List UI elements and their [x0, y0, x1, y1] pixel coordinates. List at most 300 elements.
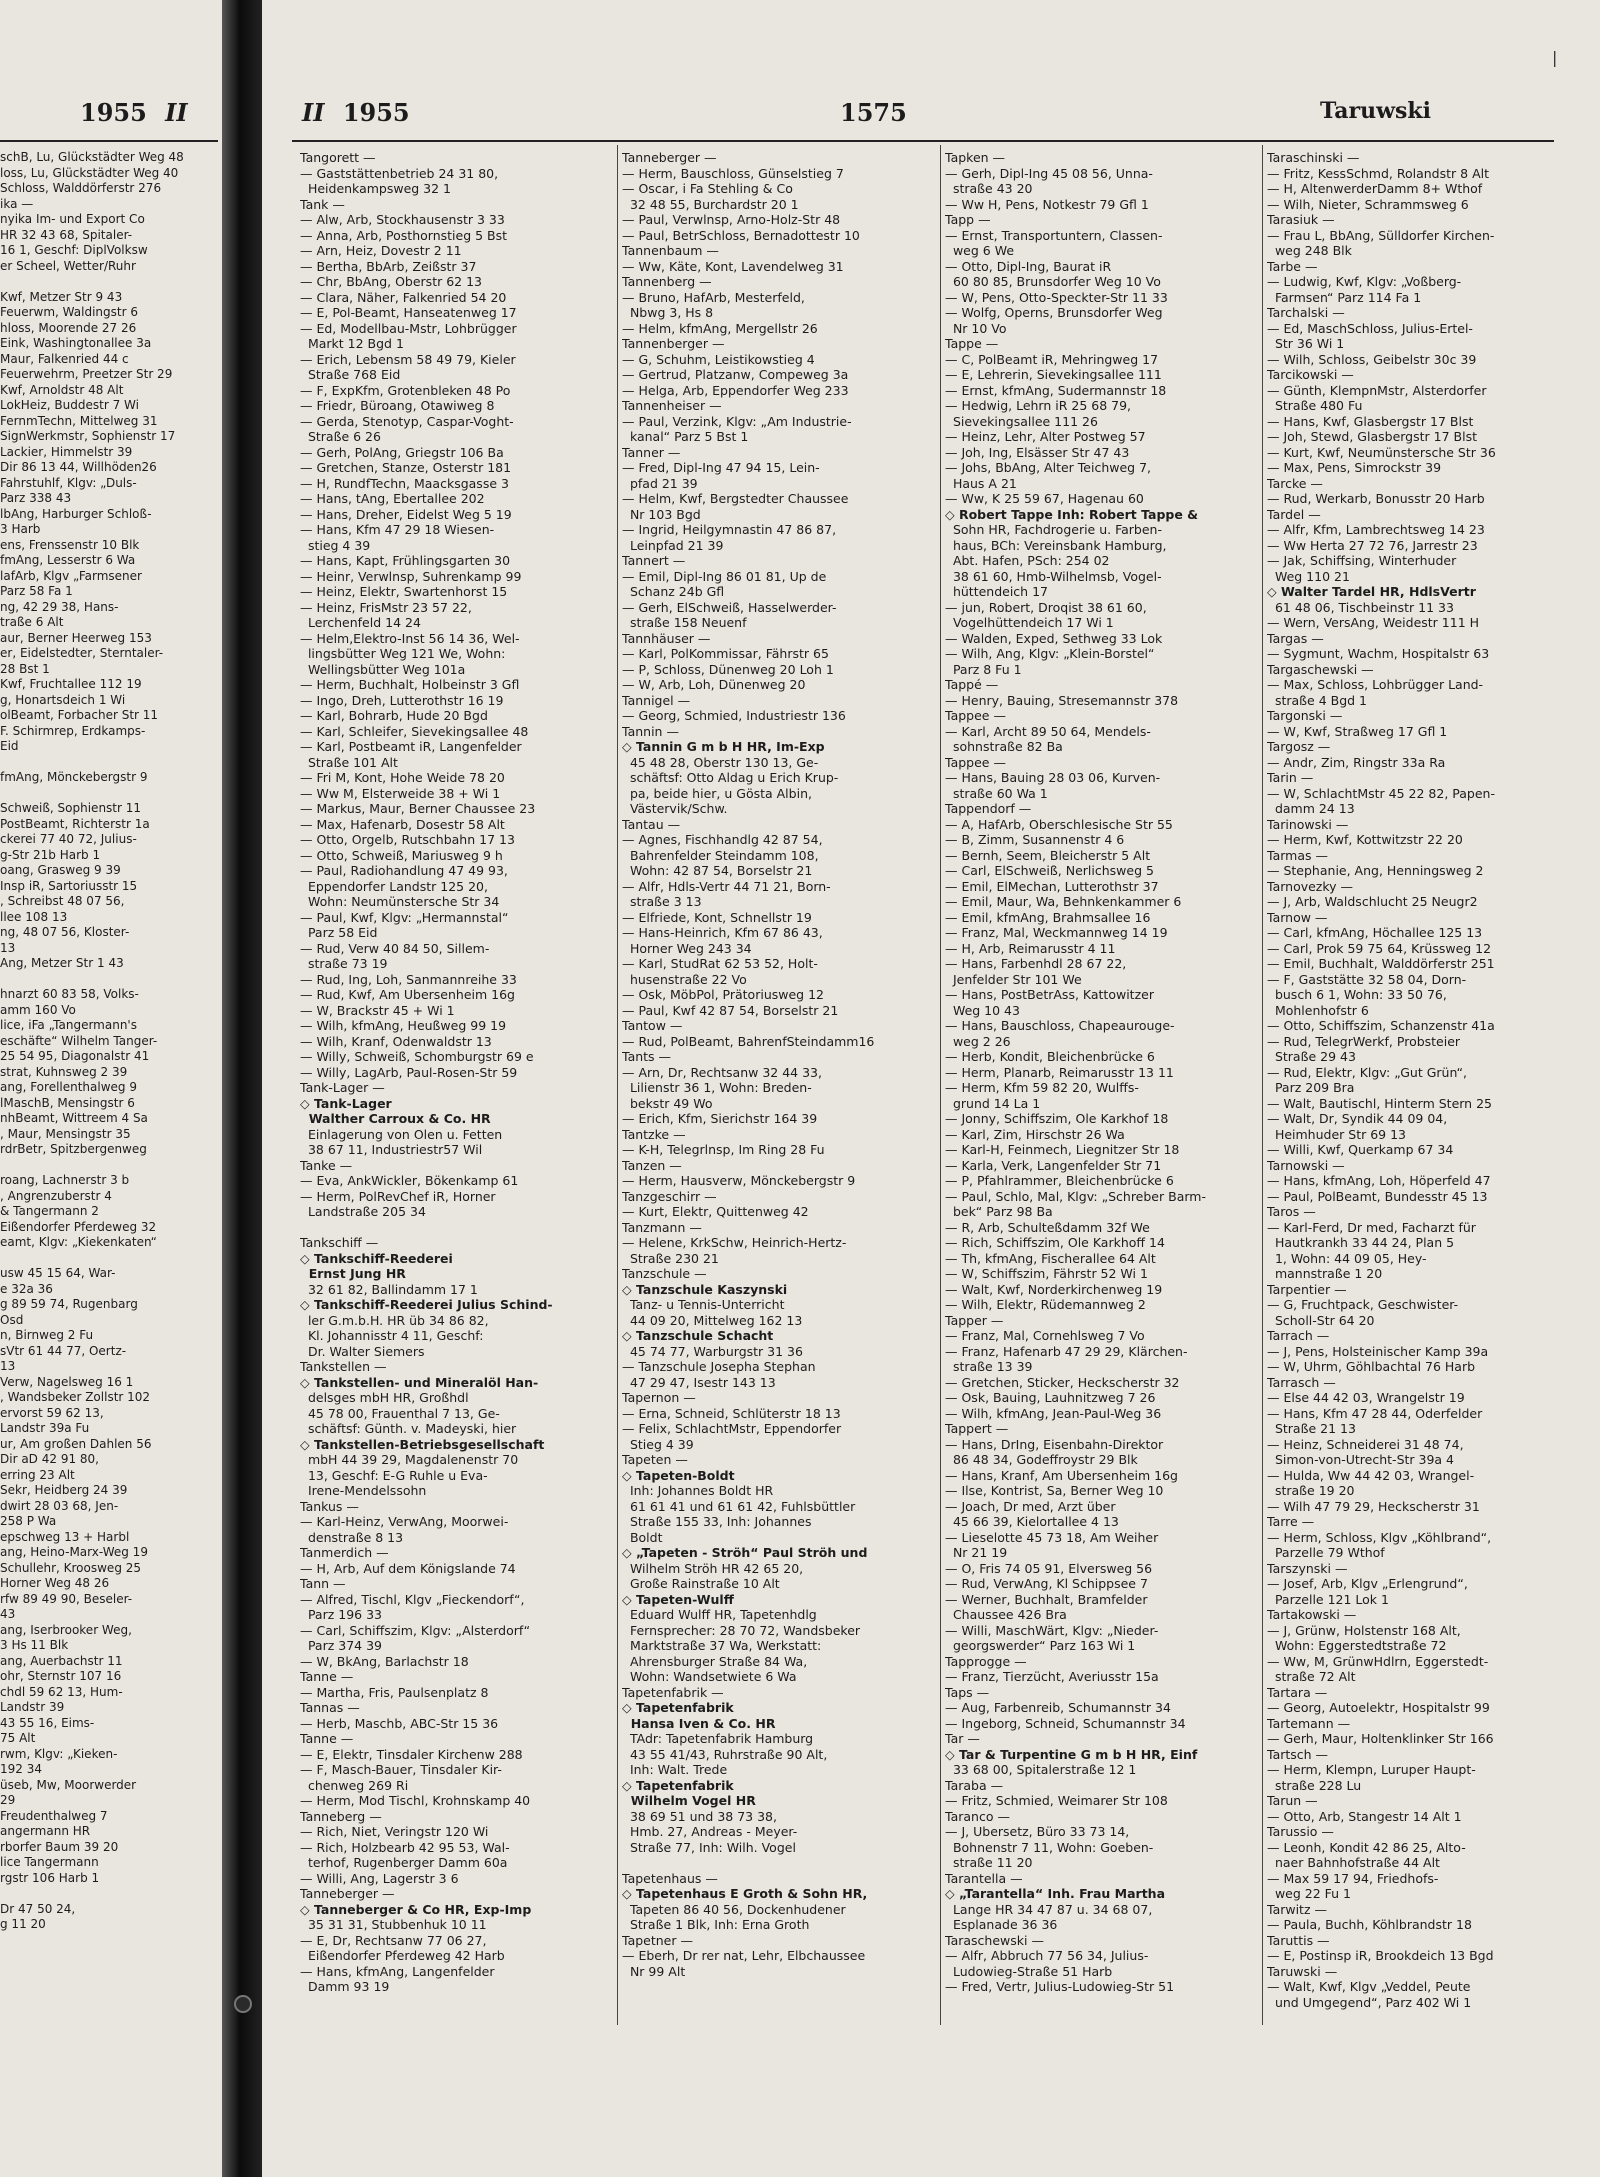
directory-entry-line: schB, Lu, Glückstädter Weg 48 [0, 150, 184, 164]
directory-entry-line: Chaussee 426 Bra [945, 1607, 1067, 1622]
directory-entry-line: ens, Frenssenstr 10 Blk [0, 537, 140, 552]
directory-entry-line: mannstraße 1 20 [1267, 1266, 1383, 1281]
directory-entry-line: Einlagerung von Olen u. Fetten [300, 1126, 503, 1142]
directory-entry-line: — Erich, Lebensm 58 49 79, Kieler [300, 351, 516, 367]
directory-entry-line: — H, Arb, Auf dem Königslande 74 [300, 1560, 516, 1576]
directory-entry-line: Tarchalski — [1267, 305, 1345, 320]
directory-entry-line: Västervik/Schw. [622, 801, 728, 816]
directory-entry-line: Tanner — [622, 444, 681, 460]
directory-entry-line: Tarszynski — [1267, 1560, 1348, 1576]
directory-entry-line: Verw, Nagelsweg 16 1 [0, 1374, 134, 1389]
directory-entry-line: — Gerh, Dipl-Ing 45 08 56, Unna- [945, 165, 1153, 181]
directory-entry-line: Parzelle 121 Lok 1 [1267, 1591, 1389, 1607]
directory-entry-line: HR 32 43 68, Spitaler- [0, 227, 133, 242]
directory-entry-line: Taraschewski — [945, 1932, 1044, 1948]
directory-entry-line: — Stephanie, Ang, Henningsweg 2 [1267, 863, 1484, 878]
directory-entry-line: Ang, Metzer Str 1 43 [0, 956, 124, 970]
directory-entry-line: — Gretchen, Sticker, Heckscherstr 32 [945, 1374, 1180, 1390]
directory-entry-line: Kwf, Metzer Str 9 43 [0, 289, 123, 304]
directory-entry-line: straße 11 20 [945, 1855, 1033, 1870]
directory-entry-line: ng, 42 29 38, Hans- [0, 599, 119, 614]
page-number: 1575 [840, 98, 907, 127]
directory-entry-line: Tarmas — [1267, 847, 1328, 863]
directory-entry-line: roang, Lachnerstr 3 b [0, 1173, 130, 1187]
directory-entry-line: Tank-Lager — [300, 1080, 385, 1095]
directory-entry-line: — jun, Robert, Droqist 38 61 60, [945, 599, 1147, 615]
directory-entry-line: — Hans, Kwf, Glasbergstr 17 Blst [1267, 413, 1474, 429]
directory-entry-line: — Joach, Dr med, Arzt über [945, 1498, 1116, 1514]
directory-entry-line: — Hans, Bauing 28 03 06, Kurven- [945, 770, 1161, 785]
directory-entry-line: — Max 59 17 94, Friedhofs- [1267, 1870, 1439, 1886]
directory-entry-line: — Josef, Arb, Klgv „Erlengrund“, [1267, 1576, 1468, 1591]
directory-entry-line: Wohn: 42 87 54, Borselstr 21 [622, 863, 813, 878]
directory-entry-line: — Paul, PolBeamt, Bundesstr 45 13 [1267, 1188, 1488, 1204]
directory-entry-line: georgswerder“ Parz 163 Wi 1 [945, 1638, 1136, 1653]
directory-entry-line: Lilienstr 36 1, Wohn: Breden- [622, 1080, 812, 1095]
directory-entry-line: straße 4 Bgd 1 [1267, 692, 1367, 708]
directory-entry-line: Tarussio — [1267, 1824, 1334, 1839]
directory-entry-line: straße 228 Lu [1267, 1777, 1362, 1793]
directory-entry-line: fmAng, Mönckebergstr 9 [0, 770, 148, 784]
directory-entry-line: Tants — [622, 1049, 672, 1064]
directory-entry-line: lbAng, Harburger Schloß- [0, 506, 152, 521]
directory-entry-line: — Karl, PolKommissar, Fährstr 65 [622, 646, 829, 661]
directory-entry-line: Targonski — [1267, 708, 1343, 723]
directory-entry-line: Taps — [945, 1684, 990, 1700]
directory-entry-line: ◇ Tapeten-Boldt [622, 1467, 735, 1483]
directory-entry-line: chenweg 269 Ri [300, 1777, 409, 1793]
directory-entry-line: — G, Schuhm, Leistikowstieg 4 [622, 351, 815, 367]
directory-column-1 [300, 150, 612, 1995]
directory-entry-line: Tapeten 86 40 56, Dockenhudener [622, 1901, 846, 1917]
directory-entry-line: — Clara, Näher, Falkenried 54 20 [300, 289, 507, 305]
directory-entry-line: — Wilh, Nieter, Schrammsweg 6 [1267, 196, 1469, 212]
directory-entry-line: — Ernst, kfmAng, Sudermannstr 18 [945, 382, 1167, 398]
directory-entry-line: Vogelhüttendeich 17 Wi 1 [945, 615, 1114, 630]
left-page-column [0, 150, 212, 1933]
directory-entry-line: — Felix, SchlachtMstr, Eppendorfer [622, 1421, 842, 1436]
directory-entry-line: 61 48 06, Tischbeinstr 11 33 [1267, 599, 1454, 615]
directory-entry-line: Wilhelm Vogel HR [622, 1793, 756, 1808]
directory-entry-line: — Georg, Schmied, Industriestr 136 [622, 708, 846, 723]
directory-entry-line: g, Honartsdeich 1 Wi [0, 692, 126, 707]
directory-entry-line: — Rud, Kwf, Am Ubersenheim 16g [300, 987, 515, 1002]
directory-entry-line: n, Birnweg 2 Fu [0, 1328, 94, 1342]
directory-entry-line: Targaschewski — [1267, 661, 1374, 677]
directory-entry-line: Tankus — [300, 1498, 359, 1514]
directory-entry-line: g 11 20 [0, 1917, 46, 1931]
directory-entry-line: Tardel — [1267, 506, 1321, 522]
directory-entry-line: — Gerh, PolAng, Griegstr 106 Ba [300, 444, 504, 460]
directory-entry-line: weg 2 26 [945, 1033, 1011, 1049]
directory-entry-line: — Fred, Dipl-Ing 47 94 15, Lein- [622, 460, 820, 475]
directory-entry-line: Tartara — [1267, 1684, 1328, 1700]
directory-entry-line: 13 [0, 940, 16, 955]
directory-entry-line: — Rud, Verw 40 84 50, Sillem- [300, 940, 490, 956]
directory-entry-line: Freudenthalweg 7 [0, 1808, 108, 1823]
directory-entry-line: — Günth, KlempnMstr, Alsterdorfer [1267, 382, 1487, 398]
directory-entry-line: Targas — [1267, 630, 1324, 646]
directory-entry-line: bek“ Parz 98 Ba [945, 1204, 1053, 1219]
directory-entry-line: — Herm, Klempn, Luruper Haupt- [1267, 1762, 1476, 1777]
directory-entry-line: Tarre — [1267, 1514, 1315, 1529]
directory-entry-line: lice Tangermann [0, 1855, 99, 1869]
directory-entry-line: Landstraße 205 34 [300, 1204, 426, 1219]
directory-entry-line: Tartsch — [1267, 1746, 1329, 1762]
directory-entry-line: Boldt [622, 1529, 663, 1545]
directory-entry-line: 192 34 [0, 1762, 42, 1776]
directory-entry-line: 86 48 34, Godeffroystr 29 Blk [945, 1452, 1138, 1467]
right-page-header-left [302, 98, 410, 127]
directory-entry-line: — E, Elektr, Tinsdaler Kirchenw 288 [300, 1746, 523, 1762]
directory-entry-line: — Gertrud, Platzanw, Compeweg 3a [622, 367, 849, 382]
directory-entry-line: Tappé — [945, 677, 999, 692]
directory-entry-line: Ludowieg-Straße 51 Harb [945, 1963, 1113, 1979]
directory-entry-line: usw 45 15 64, War- [0, 1266, 116, 1280]
directory-entry-line: Tapp — [945, 212, 991, 227]
directory-entry-line: — Alfr, Abbruch 77 56 34, Julius- [945, 1948, 1149, 1963]
directory-entry-line: ◇ Tankstellen-Betriebsgesellschaft [300, 1436, 545, 1452]
directory-entry-line: — Hans, Bauschloss, Chapeaurouge- [945, 1018, 1175, 1033]
left-page [0, 0, 222, 2177]
directory-entry-line: Nr 21 19 [945, 1545, 1008, 1560]
directory-entry-line: Feuerwehrm, Preetzer Str 29 [0, 367, 173, 381]
directory-entry-line: hnarzt 60 83 58, Volks- [0, 987, 139, 1001]
directory-entry-line: 47 29 47, Isestr 143 13 [622, 1374, 776, 1390]
directory-entry-line: — Frau L, BbAng, Sülldorfer Kirchen- [1267, 227, 1495, 243]
directory-entry-line: nhBeamt, Wittreem 4 Sa [0, 1111, 148, 1125]
directory-entry-line: straße 158 Neuenf [622, 615, 747, 630]
right-header-volume: II [302, 98, 325, 127]
directory-entry-line: Scholl-Str 64 20 [1267, 1312, 1375, 1328]
directory-entry-line: — Herm, Kwf, Kottwitzstr 22 20 [1267, 832, 1463, 847]
directory-entry-line: ◇ Tapeten-Wulff [622, 1591, 734, 1607]
directory-entry-line: — Ww Herta 27 72 76, Jarrestr 23 [1267, 537, 1478, 553]
directory-entry-line: — Alfred, Tischl, Klgv „Fieckendorf“, [300, 1591, 525, 1607]
directory-entry-line: Tangorett — [300, 150, 376, 165]
directory-entry-line [300, 1220, 612, 1236]
directory-entry-line: — Hans, DrIng, Eisenbahn-Direktor [945, 1436, 1164, 1452]
directory-entry-line: llee 108 13 [0, 909, 68, 924]
directory-entry-line: Eduard Wulff HR, Tapetenhdlg [622, 1607, 817, 1622]
directory-entry-line: fmAng, Lesserstr 6 Wa [0, 553, 136, 567]
directory-entry-line: Heidenkampsweg 32 1 [300, 181, 452, 196]
directory-entry-line: — Max, Pens, Simrockstr 39 [1267, 460, 1442, 475]
directory-entry-line: — Rud, Werkarb, Bonusstr 20 Harb [1267, 491, 1485, 506]
directory-entry-line: — Georg, Autoelektr, Hospitalstr 99 [1267, 1700, 1490, 1715]
directory-entry-line: Tanneberger — [300, 1886, 395, 1901]
directory-entry-line: — W, BkAng, Barlachstr 18 [300, 1653, 469, 1669]
directory-entry-line: PostBeamt, Richterstr 1a [0, 816, 150, 831]
directory-entry-line: ang, Auerbachstr 11 [0, 1653, 123, 1668]
directory-entry-line: und Umgegend“, Parz 402 Wi 1 [1267, 1994, 1472, 2010]
directory-entry-line: — Ingo, Dreh, Lutterothstr 16 19 [300, 692, 504, 708]
directory-entry-line: straße 19 20 [1267, 1483, 1355, 1498]
directory-entry-line: Dir 86 13 44, Willhöden26 [0, 460, 157, 474]
directory-entry-line: — Heinr, Verwlnsp, Suhrenkamp 99 [300, 568, 522, 584]
directory-entry-line: Tapken — [945, 150, 1006, 165]
column-divider [1262, 145, 1263, 2025]
directory-entry-line: 32 48 55, Burchardstr 20 1 [622, 196, 799, 212]
directory-entry-line: — Sygmunt, Wachm, Hospitalstr 63 [1267, 646, 1490, 661]
directory-entry-line: — Wilh, Schloss, Geibelstr 30c 39 [1267, 351, 1477, 367]
directory-entry-line: Tannigel — [622, 692, 691, 708]
directory-entry-line: Tanneberger — [622, 150, 717, 165]
directory-entry-line: — Wilh, Elektr, Rüdemannweg 2 [945, 1297, 1146, 1312]
directory-entry-line: Targosz — [1267, 739, 1331, 754]
directory-entry-line: weg 6 We [945, 243, 1015, 258]
directory-entry-line: grund 14 La 1 [945, 1095, 1041, 1111]
directory-entry-line: Tannenbaum — [622, 243, 719, 258]
directory-entry-line: — Rich, Niet, Veringstr 120 Wi [300, 1824, 489, 1839]
directory-entry-line: hüttendeich 17 [945, 584, 1048, 599]
directory-entry-line: ang, Forellenthalweg 9 [0, 1080, 137, 1094]
directory-entry-line: — Kurt, Elektr, Quittenweg 42 [622, 1204, 809, 1219]
directory-entry-line: angermann HR [0, 1824, 91, 1838]
directory-entry-line: denstraße 8 13 [300, 1529, 404, 1545]
directory-entry-line: — Otto, Dipl-Ing, Baurat iR [945, 258, 1112, 274]
directory-entry-line: Tarasiuk — [1267, 212, 1335, 227]
directory-entry-line: — Johs, BbAng, Alter Teichweg 7, [945, 460, 1151, 475]
directory-entry-line: — Eberh, Dr rer nat, Lehr, Elbchaussee [622, 1948, 866, 1963]
directory-entry-line: — Wilh, kfmAng, Jean-Paul-Weg 36 [945, 1405, 1162, 1421]
directory-entry-line [0, 972, 212, 988]
directory-entry-line: — Walt, Bautischl, Hinterm Stern 25 [1267, 1095, 1492, 1111]
directory-entry-line: Heimhuder Str 69 13 [1267, 1126, 1407, 1142]
directory-entry-line: TAdr: Tapetenfabrik Hamburg [622, 1731, 814, 1746]
directory-entry-line: eamt, Klgv: „Kiekenkaten“ [0, 1235, 157, 1249]
directory-entry-line: Horner Weg 243 34 [622, 940, 752, 956]
directory-entry-line [0, 786, 212, 802]
directory-entry-line [0, 1886, 212, 1902]
directory-entry-line: 44 09 20, Mittelweg 162 13 [622, 1312, 803, 1328]
directory-entry-line: Parz 209 Bra [1267, 1080, 1355, 1095]
directory-entry-line: Landstr 39a Fu [0, 1421, 90, 1435]
directory-entry-line: 258 P Wa [0, 1514, 57, 1528]
directory-entry-line: Tarnowski — [1267, 1157, 1345, 1173]
directory-entry-line: Taraschinski — [1267, 150, 1360, 165]
directory-entry-line: 45 74 77, Warburgstr 31 36 [622, 1343, 803, 1359]
directory-entry-line: — Herb, Kondit, Bleichenbrücke 6 [945, 1049, 1155, 1064]
directory-entry-line: — W, SchlachtMstr 45 22 82, Papen- [1267, 785, 1495, 801]
directory-entry-line: — Oscar, i Fa Stehling & Co [622, 181, 793, 196]
directory-entry-line: Hansa Iven & Co. HR [622, 1715, 776, 1731]
directory-entry-line: 13, Geschf: E-G Ruhle u Eva- [300, 1467, 488, 1483]
directory-entry-line: Irene-Mendelssohn [300, 1483, 427, 1498]
directory-entry-line: — J, Ubersetz, Büro 33 73 14, [945, 1824, 1130, 1839]
directory-entry-line: Schloss, Walddörferstr 276 [0, 181, 162, 195]
directory-entry-line: — Ernst, Transportuntern, Classen- [945, 227, 1163, 243]
directory-entry-line: Parz 338 43 [0, 491, 72, 505]
directory-entry-line: — Ww, M, GrünwHdlrn, Eggerstedt- [1267, 1653, 1489, 1669]
directory-entry-line: — W, Pens, Otto-Speckter-Str 11 33 [945, 289, 1168, 305]
directory-entry-line: e 32a 36 [0, 1281, 53, 1296]
directory-entry-line: — Fred, Vertr, Julius-Ludowieg-Str 51 [945, 1979, 1175, 1994]
directory-entry-line: — Lieselotte 45 73 18, Am Weiher [945, 1529, 1159, 1545]
directory-entry-line: — Rud, PolBeamt, BahrenfSteindamm16 [622, 1033, 875, 1049]
directory-entry-line: straße 72 Alt [1267, 1669, 1356, 1684]
directory-entry-line: eschäfte“ Wilhelm Tanger- [0, 1033, 158, 1048]
directory-entry-line: Tanzmann — [622, 1219, 702, 1235]
directory-entry-line: — Helm, Kwf, Bergstedter Chaussee [622, 491, 849, 506]
directory-entry-line: Dr. Walter Siemers [300, 1343, 425, 1359]
directory-entry-line: Tartakowski — [1267, 1607, 1357, 1622]
directory-entry-line: — Arn, Heiz, Dovestr 2 11 [300, 243, 462, 258]
directory-entry-line: — Ww M, Elsterweide 38 + Wi 1 [300, 785, 501, 801]
directory-entry-line: — Agnes, Fischhandlg 42 87 54, [622, 832, 823, 847]
directory-entry-line: weg 248 Blk [1267, 243, 1352, 258]
directory-entry-line: — Walt, Kwf, Norderkirchenweg 19 [945, 1281, 1163, 1297]
directory-entry-line: — Chr, BbAng, Oberstr 62 13 [300, 274, 482, 289]
directory-entry-line: ler G.m.b.H. HR üb 34 86 82, [300, 1312, 489, 1328]
directory-entry-line: , Angrenzuberstr 4 [0, 1188, 112, 1203]
directory-entry-line: — Karl-Ferd, Dr med, Facharzt für [1267, 1219, 1476, 1235]
directory-entry-line: Fahrstuhlf, Klgv: „Duls- [0, 475, 137, 490]
directory-entry-line: — Osk, Bauing, Lauhnitzweg 7 26 [945, 1390, 1156, 1405]
right-header-rule [292, 140, 1554, 142]
directory-entry-line: , Schreibst 48 07 56, [0, 894, 125, 908]
directory-entry-line: Straße 77, Inh: Wilh. Vogel [622, 1839, 796, 1855]
directory-entry-line: Tannenheiser — [622, 398, 722, 413]
directory-entry-line: — Alfr, Kfm, Lambrechtsweg 14 23 [1267, 522, 1485, 537]
directory-entry-line: — K-H, Telegrlnsp, Im Ring 28 Fu [622, 1142, 825, 1157]
directory-entry-line: & Tangermann 2 [0, 1204, 99, 1218]
margin-tick-mark: | [1552, 48, 1558, 67]
directory-entry-line: — Max, Hafenarb, Dosestr 58 Alt [300, 816, 505, 832]
directory-entry-line: Tartemann — [1267, 1715, 1351, 1731]
directory-entry-line: Weg 110 21 [1267, 568, 1350, 584]
directory-entry-line: Bohnenstr 7 11, Wohn: Goeben- [945, 1839, 1154, 1855]
directory-entry-line: Insp iR, Sartoriusstr 15 [0, 878, 138, 893]
directory-entry-line: traße 6 Alt [0, 615, 64, 629]
directory-entry-line: — Werner, Buchhalt, Bramfelder [945, 1591, 1148, 1607]
directory-entry-line: — Rich, Schiffszim, Ole Karkhoff 14 [945, 1235, 1165, 1250]
directory-entry-line: — A, HafArb, Oberschlesische Str 55 [945, 816, 1173, 832]
directory-entry-line: FernmTechn, Mittelweg 31 [0, 413, 158, 428]
right-page [262, 0, 1600, 2177]
directory-entry-line: ◇ Tanzschule Schacht [622, 1328, 774, 1343]
directory-entry-line: — Hans, PostBetrAss, Kattowitzer [945, 987, 1154, 1002]
directory-entry-line: Lerchenfeld 14 24 [300, 615, 421, 630]
directory-entry-line: — Hedwig, Lehrn iR 25 68 79, [945, 398, 1132, 413]
directory-entry-line: g-Str 21b Harb 1 [0, 847, 101, 862]
directory-entry-line: Tanz- u Tennis-Unterricht [622, 1297, 785, 1312]
directory-entry-line: — Carl, Schiffszim, Klgv: „Alsterdorf“ [300, 1622, 531, 1638]
directory-entry-line: loss, Lu, Glückstädter Weg 40 [0, 165, 179, 180]
directory-entry-line: Tanne — [300, 1669, 354, 1684]
directory-entry-line: 25 54 95, Diagonalstr 41 [0, 1049, 150, 1063]
directory-entry-line: — Willi, Ang, Lagerstr 3 6 [300, 1870, 459, 1886]
directory-entry-line: Taruwski — [1267, 1963, 1338, 1979]
directory-entry-line: Straße 6 26 [300, 429, 381, 444]
directory-entry-line: Tanzgeschirr — [622, 1188, 717, 1204]
directory-entry-line: Simon-von-Utrecht-Str 39a 4 [1267, 1452, 1455, 1467]
book-gutter [222, 0, 262, 2177]
left-page-header [80, 98, 188, 127]
directory-entry-line: — E, Postinsp iR, Brookdeich 13 Bgd [1267, 1948, 1494, 1963]
directory-entry-line: — E, Lehrerin, Sievekingsallee 111 [945, 367, 1162, 382]
directory-entry-line: epschweg 13 + Harbl [0, 1529, 130, 1544]
directory-entry-line: — Herm, PolRevChef iR, Horner [300, 1188, 496, 1204]
directory-entry-line: — Jak, Schiffsing, Winterhuder [1267, 553, 1457, 568]
directory-entry-line: Tanmerdich — [300, 1545, 389, 1560]
binding-hole-icon [234, 1995, 252, 2013]
directory-entry-line: — Paula, Buchh, Köhlbrandstr 18 [1267, 1917, 1472, 1932]
directory-entry-line: — Hans, Kfm 47 29 18 Wiesen- [300, 522, 495, 537]
directory-entry-line: — Emil, kfmAng, Brahmsallee 16 [945, 909, 1151, 925]
directory-entry-line: — Erich, Kfm, Sierichstr 164 39 [622, 1111, 818, 1126]
directory-entry-line: Sievekingsallee 111 26 [945, 413, 1098, 429]
directory-entry-line: lice, iFa „Tangermann's [0, 1018, 137, 1032]
directory-entry-line: kanal“ Parz 5 Bst 1 [622, 429, 749, 444]
directory-entry-line: — Ed, MaschSchloss, Julius-Ertel- [1267, 320, 1473, 336]
directory-entry-line: Taruttis — [1267, 1932, 1330, 1948]
directory-entry-line: — Gerh, ElSchweiß, Hasselwerder- [622, 599, 837, 615]
directory-entry-line: — Wern, VersAng, Weidestr 111 H [1267, 615, 1480, 630]
directory-entry-line: Haus A 21 [945, 475, 1017, 491]
directory-entry-line: — Markus, Maur, Berner Chaussee 23 [300, 801, 536, 816]
directory-entry-line [0, 755, 212, 771]
directory-entry-line: Parz 58 Eid [300, 925, 378, 940]
directory-entry-line: Straße 101 Alt [300, 754, 398, 770]
directory-entry-line: Wilhelm Ströh HR 42 65 20, [622, 1560, 804, 1576]
directory-entry-line: pfad 21 39 [622, 475, 698, 491]
directory-entry-line: — Martha, Fris, Paulsenplatz 8 [300, 1684, 489, 1700]
directory-entry-line: ohr, Sternstr 107 16 [0, 1669, 122, 1683]
directory-entry-line: ◇ Tapetenfabrik [622, 1700, 734, 1715]
directory-entry-line: 1, Wohn: 44 09 05, Hey- [1267, 1250, 1427, 1266]
directory-entry-line: Jenfelder Str 101 We [945, 971, 1082, 987]
directory-entry-line: Ahrensburger Straße 84 Wa, [622, 1653, 808, 1669]
directory-entry-line: — Jonny, Schiffszim, Ole Karkhof 18 [945, 1111, 1169, 1126]
directory-entry-line: — Hans-Heinrich, Kfm 67 86 43, [622, 925, 823, 940]
directory-entry-line: — Fritz, KessSchmd, Rolandstr 8 Alt [1267, 165, 1489, 181]
directory-entry-line: — R, Arb, Schulteßdamm 32f We [945, 1219, 1150, 1235]
directory-entry-line: — H, RundfTechn, Maacksgasse 3 [300, 475, 509, 491]
directory-entry-line: — Helm,Elektro-Inst 56 14 36, Wel- [300, 630, 520, 646]
directory-entry-line: lafArb, Klgv „Farmsener [0, 568, 142, 583]
directory-entry-line: straße 73 19 [300, 956, 388, 971]
directory-entry-line: Marktstraße 37 Wa, Werkstatt: [622, 1638, 822, 1653]
directory-entry-line: — Karl, Schleifer, Sievekingsallee 48 [300, 723, 529, 739]
directory-entry-line: 28 Bst 1 [0, 661, 50, 676]
directory-entry-line: pa, beide hier, u Gösta Albin, [622, 785, 812, 801]
directory-entry-line: Kl. Johannisstr 4 11, Geschf: [300, 1328, 484, 1343]
directory-entry-line: Maur, Falkenried 44 c [0, 351, 129, 366]
directory-entry-line: — Rich, Holzbearb 42 95 53, Wal- [300, 1839, 510, 1855]
directory-entry-line: Wohn: Eggerstedtstraße 72 [1267, 1638, 1447, 1653]
directory-column-3 [945, 150, 1257, 1995]
directory-entry-line: Nr 10 Vo [945, 320, 1007, 336]
right-header-year: 1955 [342, 98, 410, 127]
directory-entry-line: Tanneberg — [300, 1808, 382, 1824]
directory-entry-line: — Helene, KrkSchw, Heinrich-Hertz- [622, 1235, 847, 1250]
directory-entry-line: Tapetner — [622, 1932, 693, 1948]
directory-entry-line: er, Eidelstedter, Sterntaler- [0, 646, 164, 660]
directory-entry-line: — Helga, Arb, Eppendorfer Weg 233 [622, 382, 849, 398]
directory-entry-line: Tapernon — [622, 1390, 696, 1405]
directory-column-4 [1267, 150, 1567, 2010]
directory-entry-line: — W, Arb, Loh, Dünenweg 20 [622, 677, 806, 692]
directory-entry-line: — Ingeborg, Schneid, Schumannstr 34 [945, 1715, 1186, 1731]
directory-entry-line: Nr 103 Bgd [622, 506, 701, 522]
directory-entry-line: — Ingrid, Heilgymnastin 47 86 87, [622, 522, 837, 537]
directory-entry-line: Straße 480 Fu [1267, 398, 1363, 413]
directory-entry-line: — Bertha, BbArb, Zeißstr 37 [300, 258, 477, 274]
directory-entry-line: mbH 44 39 29, Magdalenenstr 70 [300, 1452, 519, 1467]
running-head: Taruwski [1320, 98, 1432, 124]
directory-entry-line: haus, BCh: Vereinsbank Hamburg, [945, 537, 1167, 553]
